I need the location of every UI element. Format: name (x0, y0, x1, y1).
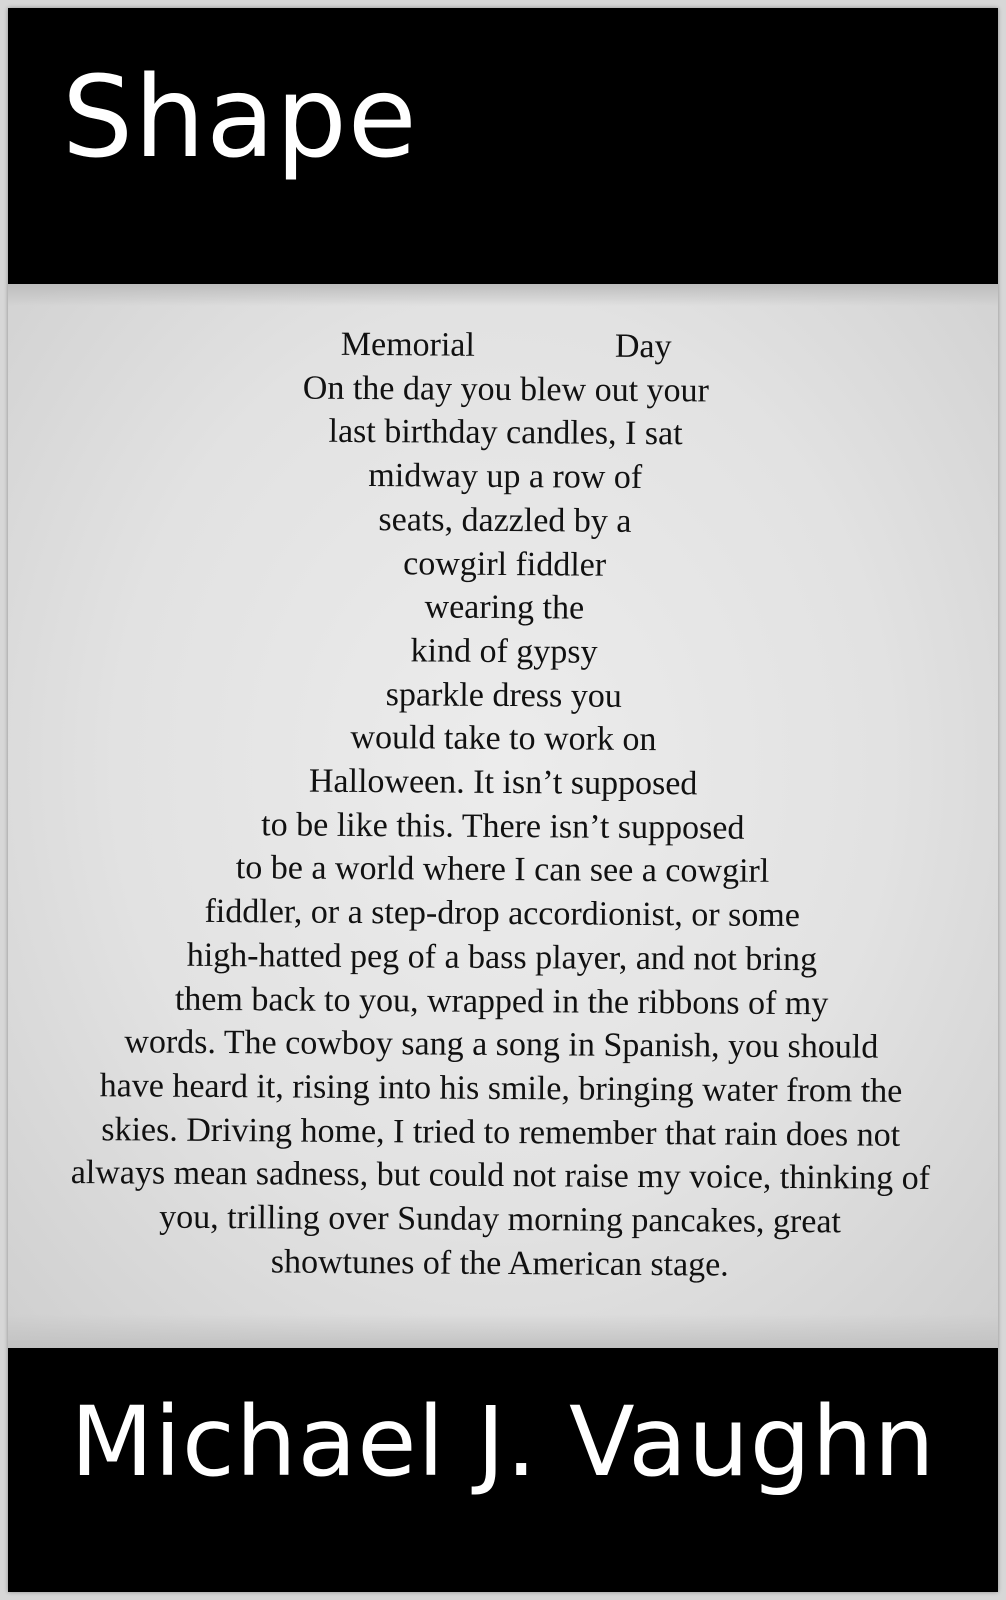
poem-line: seats, dazzled by a (378, 500, 632, 540)
poem-line: have heard it, rising into his smile, bringing water from the (99, 1067, 903, 1110)
poem-line: On the day you blew out your (302, 369, 710, 410)
title-band (8, 8, 998, 284)
poem-heading-left: Memorial (340, 325, 476, 364)
page-shadow-bottom (8, 1314, 998, 1348)
poem-line: high-hatted peg of a bass player, and not bring (186, 936, 818, 979)
poem-line: them back to you, wrapped in the ribbons of my (174, 980, 829, 1022)
poem-heading-right: Day (614, 327, 672, 366)
poem-line: kind of gypsy (410, 632, 598, 671)
poem-line: Halloween. It isn’t supposed (308, 762, 698, 803)
poem-line: would take to work on (350, 719, 657, 759)
poem-line: always mean sadness, but could not raise my voice, thinking of (70, 1154, 931, 1198)
author-name: Michael J. Vaughn (70, 1386, 936, 1498)
poem-line: sparkle dress you (385, 675, 622, 715)
book-cover (8, 8, 998, 1592)
poem-line: last birthday candles, I sat (328, 413, 683, 453)
poem-heading (11, 321, 998, 372)
poem-line: to be like this. There isn’t supposed (261, 806, 745, 847)
book-title: Shape (62, 53, 418, 183)
poem-line: wearing the (424, 588, 585, 627)
poem-line: skies. Driving home, I tried to remember that rain does not (101, 1110, 901, 1154)
poem-line: midway up a row of (368, 457, 643, 497)
poem-line: showtunes of the American stage. (270, 1243, 729, 1284)
poem-line: you, trilling over Sunday morning pancakes, great (159, 1198, 842, 1241)
poem-line: cowgirl fiddler (403, 544, 607, 584)
poem-line: fiddler, or a step-drop accordionist, or some (204, 893, 801, 935)
poem-text (8, 321, 998, 1289)
page-shadow-top (8, 284, 998, 306)
author-band (8, 1348, 998, 1592)
poem-line: to be a world where I can see a cowgirl (235, 849, 770, 891)
poem-line: words. The cowboy sang a song in Spanish, you should (124, 1023, 879, 1066)
poem-photo (8, 284, 998, 1348)
